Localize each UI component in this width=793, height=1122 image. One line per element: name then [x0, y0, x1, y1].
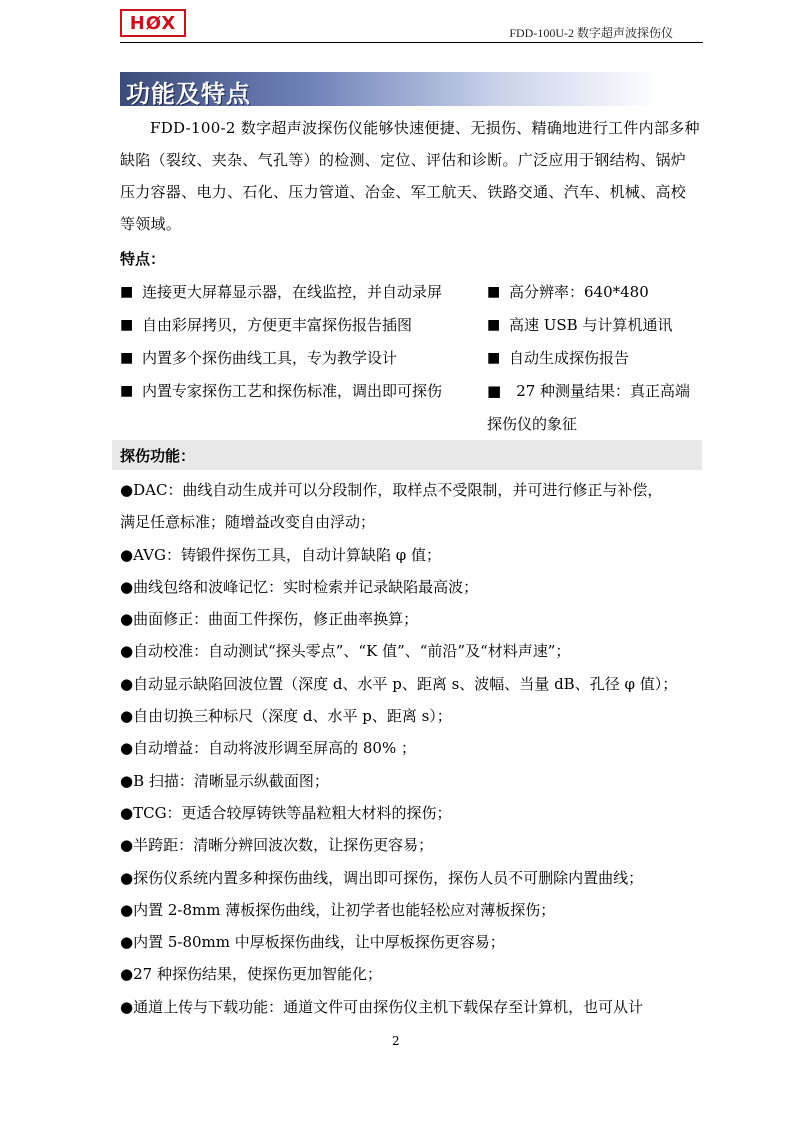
features-right-column	[487, 276, 702, 441]
feature-item	[487, 375, 702, 441]
function-line: ●探伤仪系统内置多种探伤曲线，调出即可探伤，探伤人员不可删除内置曲线；	[120, 868, 644, 887]
square-bullet-icon: ■	[487, 284, 501, 300]
feature-text: 自由彩屏拷贝，方便更丰富探伤报告插图	[142, 316, 413, 334]
functions-list	[120, 474, 706, 1023]
function-line: ●自动校准：自动测试“探头零点”、“K 值”、“前沿”及“材料声速”；	[120, 642, 571, 661]
function-line: ●自由切换三种标尺（深度 d、水平 p、距离 s）；	[120, 707, 452, 726]
feature-item	[487, 309, 702, 342]
function-line: 满足任意标准；随增益改变自由浮动；	[120, 513, 376, 532]
function-line: ●通道上传与下载功能：通道文件可由探伤仪主机下载保存至计算机，也可从计	[120, 997, 644, 1016]
square-bullet-icon: ■	[120, 317, 134, 333]
feature-text: 自动生成探伤报告	[509, 349, 630, 367]
function-line: ●自动增益：自动将波形调至屏高的 80% ；	[120, 739, 416, 758]
function-line: ●27 种探伤结果，使探伤更加智能化；	[120, 965, 382, 984]
intro-paragraph: FDD-100-2 数字超声波探伤仪能够快速便捷、无损伤、精确地进行工件内部多种缺陷（裂纹、夹杂、气孔等）的检测、定位、评估和诊断。广泛应用于钢结构、锅炉压力容器、电力、石化、压力管道、冶金、军工航天、铁路交通、汽车、机械、高校等领域。	[120, 119, 700, 233]
function-line: ●曲面修正：曲面工件探伤，修正曲率换算；	[120, 610, 419, 629]
header-title: FDD-100U-2 数字超声波探伤仪	[509, 26, 673, 40]
function-line: ●AVG：铸锻件探伤工具，自动计算缺陷 φ 值；	[120, 545, 442, 564]
feature-item	[487, 276, 702, 309]
page-number: 2	[392, 1034, 400, 1048]
feature-text: 高速 USB 与计算机通讯	[509, 316, 673, 334]
function-line: ●TCG：更适合较厚铸铁等晶粒粗大材料的探伤；	[120, 803, 452, 822]
function-line: ●半跨距：清晰分辨回波次数，让探伤更容易；	[120, 836, 434, 855]
function-line: ●DAC：曲线自动生成并可以分段制作，取样点不受限制，并可进行修正与补偿，	[120, 481, 663, 499]
square-bullet-icon: ■	[120, 284, 134, 300]
feature-text: 内置专家探伤工艺和探伤标准，调出即可探伤	[142, 382, 443, 400]
feature-item	[487, 342, 702, 375]
features-left-column	[120, 276, 480, 408]
section-banner	[120, 72, 660, 106]
feature-text: 连接更大屏幕显示器，在线监控，并自动录屏	[142, 283, 443, 301]
section-title: 功能及特点	[126, 80, 251, 108]
feature-item	[120, 342, 480, 375]
square-bullet-icon: ■	[120, 350, 134, 366]
feature-text-content: 27 种测量结果：真正高端探伤仪的象征	[487, 382, 691, 433]
function-line: ●内置 2-8mm 薄板探伤曲线，让初学者也能轻松应对薄板探伤；	[120, 900, 556, 919]
features-title: 特点：	[120, 250, 166, 268]
feature-item	[120, 375, 480, 408]
function-line: ●B 扫描：清晰显示纵截面图；	[120, 771, 329, 790]
function-line: ●曲线包络和波峰记忆：实时检索并记录缺陷最高波；	[120, 577, 479, 596]
function-line: ●内置 5-80mm 中厚板探伤曲线，让中厚板探伤更容易；	[120, 933, 505, 952]
feature-text	[487, 375, 702, 441]
company-logo: HØX	[120, 9, 186, 37]
feature-item	[120, 309, 480, 342]
functions-title: 探伤功能：	[120, 447, 196, 465]
header-divider	[120, 42, 703, 43]
feature-text: 内置多个探伤曲线工具，专为教学设计	[142, 349, 398, 367]
square-bullet-icon: ■	[487, 382, 502, 400]
feature-item	[120, 276, 480, 309]
square-bullet-icon: ■	[120, 383, 134, 399]
square-bullet-icon: ■	[487, 350, 501, 366]
functions-heading-bar	[112, 440, 702, 470]
function-line: ●自动显示缺陷回波位置（深度 d、水平 p、距离 s、波幅、当量 dB、孔径 φ 值）；	[120, 674, 678, 693]
square-bullet-icon: ■	[487, 317, 501, 333]
feature-text: 高分辨率：640*480	[509, 283, 649, 301]
